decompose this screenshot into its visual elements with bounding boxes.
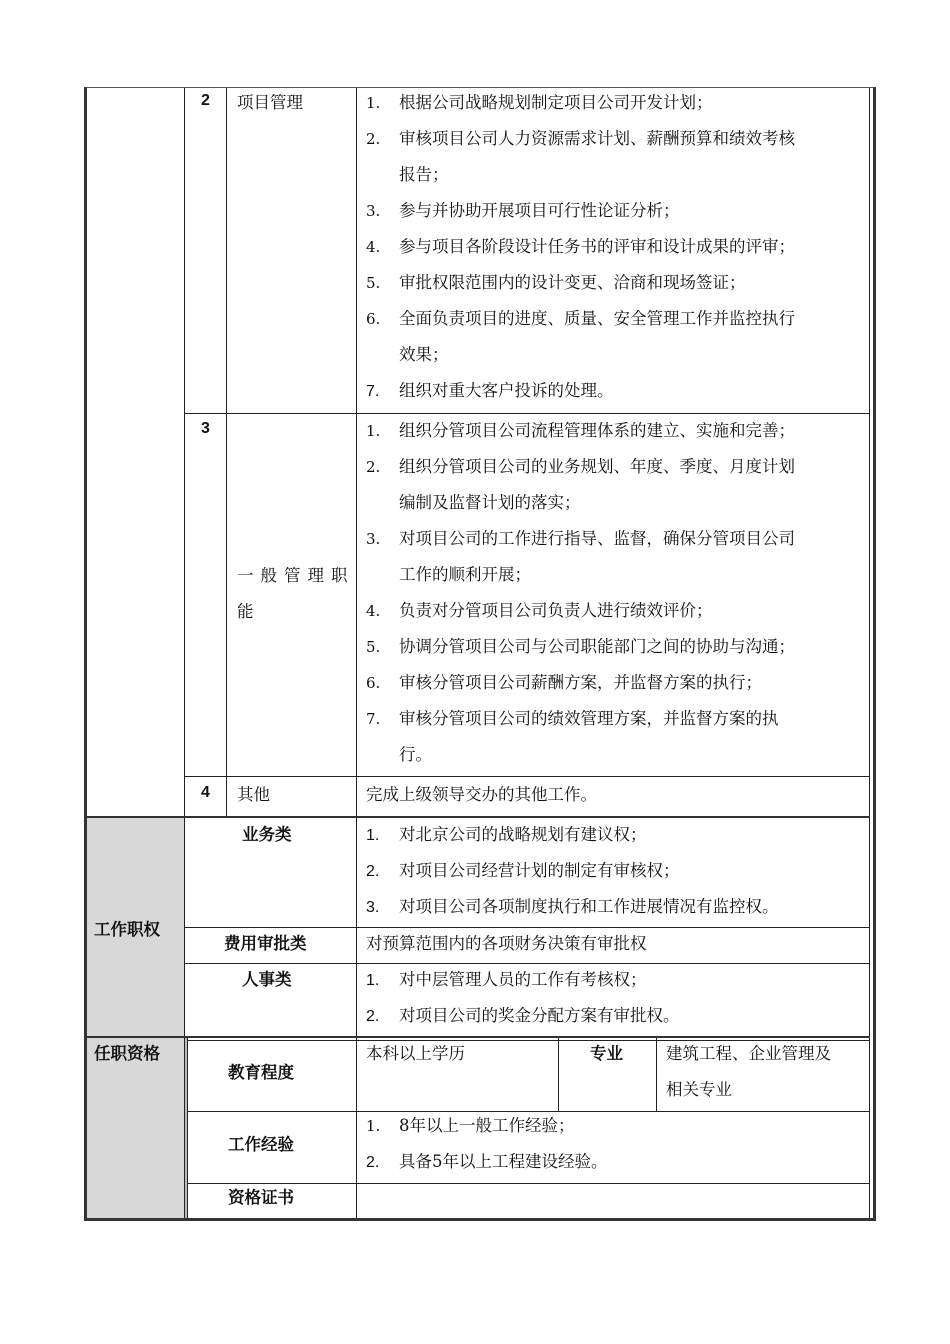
list-item: 2. 具备5年以上工程建设经验。 (366, 1152, 608, 1171)
list-item: 5. 协调分管项目公司与公司职能部门之间的协助与沟通； (366, 637, 795, 656)
list-item: 4. 负责对分管项目公司负责人进行绩效评价； (366, 601, 713, 620)
duty-title: 项目管理 (237, 94, 303, 112)
list-item-continuation: 工作的顺利开展； (399, 565, 531, 584)
certificate-label: 资格证书 (228, 1189, 294, 1207)
duty-title: 其他 (237, 786, 270, 804)
section-label-authority: 工作职权 (94, 921, 160, 939)
experience-label: 工作经验 (228, 1136, 294, 1154)
duty-title: 一般管理职 (237, 567, 355, 585)
list-item: 3. 对项目公司各项制度执行和工作进展情况有监控权。 (366, 897, 779, 916)
duty-number: 4 (201, 784, 210, 801)
list-item: 1. 组织分管项目公司流程管理体系的建立、实施和完善； (366, 421, 795, 440)
list-item: 7. 组织对重大客户投诉的处理。 (366, 381, 614, 400)
list-item-continuation: 效果； (399, 345, 449, 364)
authority-expense-text: 对预算范围内的各项财务决策有审批权 (366, 934, 647, 953)
section-label-qualification: 任职资格 (94, 1045, 160, 1063)
major-value-continuation: 相关专业 (666, 1080, 732, 1099)
list-item: 1. 根据公司战略规划制定项目公司开发计划； (366, 93, 713, 112)
list-item-continuation: 编制及监督计划的落实； (399, 493, 581, 512)
list-item: 6. 审核分管项目公司薪酬方案，并监督方案的执行； (366, 673, 762, 692)
list-item-continuation: 报告； (399, 165, 449, 184)
education-label: 教育程度 (228, 1064, 294, 1082)
education-value: 本科以上学历 (366, 1044, 465, 1063)
list-item: 6. 全面负责项目的进度、质量、安全管理工作并监控执行 (366, 309, 795, 328)
list-item: 2. 组织分管项目公司的业务规划、年度、季度、月度计划 (366, 457, 795, 476)
major-label: 专业 (590, 1045, 623, 1063)
list-item: 3. 参与并协助开展项目可行性论证分析； (366, 201, 680, 220)
list-item: 2. 对项目公司经营计划的制定有审核权； (366, 861, 680, 880)
list-item: 1. 对北京公司的战略规划有建议权； (366, 825, 647, 844)
authority-personnel-label: 人事类 (242, 971, 292, 989)
list-item: 5. 审批权限范围内的设计变更、洽商和现场签证； (366, 273, 746, 292)
list-item: 1. 8年以上一般工作经验； (366, 1116, 575, 1135)
duty-text: 完成上级领导交办的其他工作。 (366, 785, 597, 804)
duty-number: 3 (201, 420, 210, 437)
list-item: 3. 对项目公司的工作进行指导、监督，确保分管项目公司 (366, 529, 795, 548)
list-item: 2. 审核项目公司人力资源需求计划、薪酬预算和绩效考核 (366, 129, 795, 148)
list-item: 7. 审核分管项目公司的绩效管理方案，并监督方案的执 (366, 709, 779, 728)
list-item: 2. 对项目公司的奖金分配方案有审批权。 (366, 1006, 680, 1025)
major-value: 建筑工程、企业管理及 (666, 1044, 831, 1063)
list-item: 4. 参与项目各阶段设计任务书的评审和设计成果的评审； (366, 237, 795, 256)
duty-title-continuation: 能 (237, 603, 254, 621)
authority-expense-label: 费用审批类 (224, 935, 307, 953)
list-item: 1. 对中层管理人员的工作有考核权； (366, 970, 647, 989)
list-item-continuation: 行。 (399, 745, 432, 764)
authority-business-label: 业务类 (242, 826, 292, 844)
duty-number: 2 (201, 92, 210, 109)
